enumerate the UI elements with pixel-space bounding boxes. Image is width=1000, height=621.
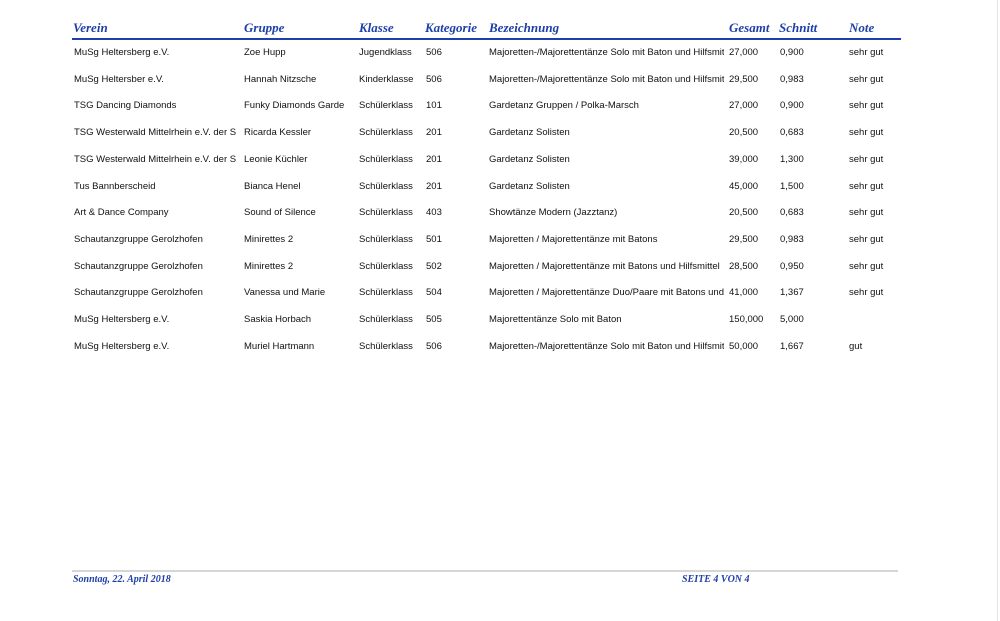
footer-date: Sonntag, 22. April 2018	[73, 574, 171, 585]
cell-bezeichnung: Showtänze Modern (Jazztanz)	[489, 207, 618, 219]
cell-gesamt: 50,000	[729, 340, 759, 352]
cell-note: sehr gut	[849, 47, 884, 58]
header-klasse: Klasse	[359, 20, 394, 35]
cell-gruppe: Ricarda Kessler	[244, 127, 312, 139]
cell-note: sehr gut	[849, 260, 884, 272]
cell-kategorie: 502	[426, 260, 442, 272]
cell-schnitt: 0,900	[780, 100, 804, 112]
cell-klasse: Schülerklass	[359, 340, 413, 352]
header-gesamt: Gesamt	[729, 20, 770, 35]
cell-bezeichnung: Gardetanz Solisten	[489, 180, 570, 192]
cell-verein: MuSg Heltersber e.V.	[74, 73, 164, 85]
cell-note: sehr gut	[849, 153, 884, 165]
cell-verein: TSG Westerwald Mittelrhein e.V. der S	[74, 153, 237, 165]
cell-note: sehr gut	[849, 287, 884, 299]
cell-gruppe: Vanessa und Marie	[244, 287, 326, 299]
cell-kategorie: 201	[426, 153, 442, 165]
cell-verein: TSG Westerwald Mittelrhein e.V. der S	[74, 127, 237, 139]
cell-gruppe: Zoe Hupp	[244, 47, 286, 58]
cell-gesamt: 45,000	[729, 180, 759, 192]
cell-gruppe: Leonie Küchler	[244, 153, 308, 165]
cell-kategorie: 201	[426, 127, 442, 139]
cell-note: sehr gut	[849, 127, 884, 139]
header-bezeichnung: Bezeichnung	[489, 20, 560, 35]
cell-gesamt: 20,500	[729, 207, 759, 219]
cell-schnitt: 0,683	[780, 207, 804, 219]
table-row	[0, 123, 1000, 143]
cell-bezeichnung: Majoretten / Majorettentänze mit Batons	[489, 233, 658, 245]
cell-verein: MuSg Heltersberg e.V.	[74, 314, 170, 325]
cell-klasse: Schülerklass	[359, 100, 413, 112]
cell-note: sehr gut	[849, 233, 884, 245]
table-row	[0, 337, 1000, 357]
header-verein: Verein	[73, 20, 108, 35]
cell-kategorie: 501	[426, 233, 442, 245]
header-kategorie: Kategorie	[425, 20, 477, 35]
cell-kategorie: 101	[426, 100, 442, 112]
table-row	[0, 257, 1000, 277]
cell-klasse: Schülerklass	[359, 207, 413, 219]
cell-gruppe: Saskia Horbach	[244, 314, 312, 325]
cell-gruppe: Minirettes 2	[244, 260, 294, 272]
cell-klasse: Schülerklass	[359, 233, 413, 245]
cell-klasse: Kinderklasse	[359, 73, 414, 85]
cell-schnitt: 0,683	[780, 127, 804, 139]
cell-klasse: Schülerklass	[359, 314, 413, 325]
cell-klasse: Schülerklass	[359, 127, 413, 139]
cell-bezeichnung: Majoretten / Majorettentänze mit Batons und Hilfsmittel	[489, 260, 720, 272]
cell-gesamt: 29,500	[729, 73, 759, 85]
cell-kategorie: 506	[426, 47, 442, 58]
cell-schnitt: 0,900	[780, 47, 804, 58]
cell-verein: TSG Dancing Diamonds	[74, 100, 177, 112]
cell-kategorie: 506	[426, 73, 442, 85]
cell-gesamt: 20,500	[729, 127, 759, 139]
cell-note: sehr gut	[849, 207, 884, 219]
cell-schnitt: 5,000	[780, 314, 804, 325]
cell-klasse: Schülerklass	[359, 260, 413, 272]
table-row	[0, 43, 1000, 63]
cell-kategorie: 506	[426, 340, 442, 352]
cell-gesamt: 41,000	[729, 287, 759, 299]
cell-schnitt: 1,667	[780, 340, 804, 352]
table-row	[0, 150, 1000, 170]
cell-schnitt: 0,950	[780, 260, 804, 272]
cell-schnitt: 1,500	[780, 180, 804, 192]
cell-kategorie: 505	[426, 314, 442, 325]
cell-schnitt: 0,983	[780, 233, 804, 245]
cell-klasse: Jugendklass	[359, 47, 412, 58]
table-row	[0, 310, 1000, 330]
cell-schnitt: 1,367	[780, 287, 804, 299]
cell-gesamt: 39,000	[729, 153, 759, 165]
header-note: Note	[849, 20, 875, 35]
cell-schnitt: 0,983	[780, 73, 804, 85]
cell-gesamt: 150,000	[729, 314, 764, 325]
cell-note: gut	[849, 340, 863, 352]
cell-verein: Schautanzgruppe Gerolzhofen	[74, 233, 203, 245]
cell-klasse: Schülerklass	[359, 287, 413, 299]
table-row	[0, 96, 1000, 116]
cell-note: sehr gut	[849, 100, 884, 112]
cell-gesamt: 28,500	[729, 260, 759, 272]
cell-kategorie: 504	[426, 287, 442, 299]
cell-note: sehr gut	[849, 73, 884, 85]
cell-verein: MuSg Heltersberg e.V.	[74, 47, 170, 58]
cell-gruppe: Sound of Silence	[244, 207, 316, 219]
cell-gesamt: 29,500	[729, 233, 759, 245]
cell-bezeichnung: Majoretten-/Majorettentänze Solo mit Baton und Hilfsmit	[489, 47, 724, 58]
header-gruppe: Gruppe	[244, 20, 285, 35]
footer-page-number: SEITE 4 VON 4	[682, 574, 750, 585]
cell-gruppe: Bianca Henel	[244, 180, 301, 192]
header-divider	[72, 38, 901, 40]
table-row	[0, 177, 1000, 197]
cell-note: sehr gut	[849, 180, 884, 192]
footer-divider	[72, 570, 898, 572]
cell-bezeichnung: Majoretten / Majorettentänze Duo/Paare mit Batons und	[489, 287, 724, 299]
cell-gesamt: 27,000	[729, 47, 759, 58]
cell-verein: Schautanzgruppe Gerolzhofen	[74, 287, 203, 299]
cell-gruppe: Funky Diamonds Garde	[244, 100, 345, 112]
cell-gruppe: Hannah Nitzsche	[244, 73, 317, 85]
cell-verein: MuSg Heltersberg e.V.	[74, 340, 170, 352]
header-schnitt: Schnitt	[779, 20, 818, 35]
cell-verein: Tus Bannberscheid	[74, 180, 156, 192]
cell-klasse: Schülerklass	[359, 180, 413, 192]
cell-gruppe: Minirettes 2	[244, 233, 294, 245]
cell-bezeichnung: Majoretten-/Majorettentänze Solo mit Baton und Hilfsmit	[489, 340, 724, 352]
cell-bezeichnung: Gardetanz Solisten	[489, 153, 570, 165]
cell-schnitt: 1,300	[780, 153, 804, 165]
cell-bezeichnung: Majoretten-/Majorettentänze Solo mit Baton und Hilfsmit	[489, 73, 724, 85]
table-row	[0, 230, 1000, 250]
cell-klasse: Schülerklass	[359, 153, 413, 165]
cell-bezeichnung: Majorettentänze Solo mit Baton	[489, 314, 622, 325]
cell-bezeichnung: Gardetanz Gruppen / Polka-Marsch	[489, 100, 639, 112]
cell-verein: Art & Dance Company	[74, 207, 169, 219]
table-row	[0, 203, 1000, 223]
cell-gruppe: Muriel Hartmann	[244, 340, 315, 352]
cell-verein: Schautanzgruppe Gerolzhofen	[74, 260, 203, 272]
cell-gesamt: 27,000	[729, 100, 759, 112]
cell-kategorie: 201	[426, 180, 442, 192]
table-row	[0, 70, 1000, 90]
cell-kategorie: 403	[426, 207, 442, 219]
cell-bezeichnung: Gardetanz Solisten	[489, 127, 570, 139]
table-row	[0, 283, 1000, 303]
